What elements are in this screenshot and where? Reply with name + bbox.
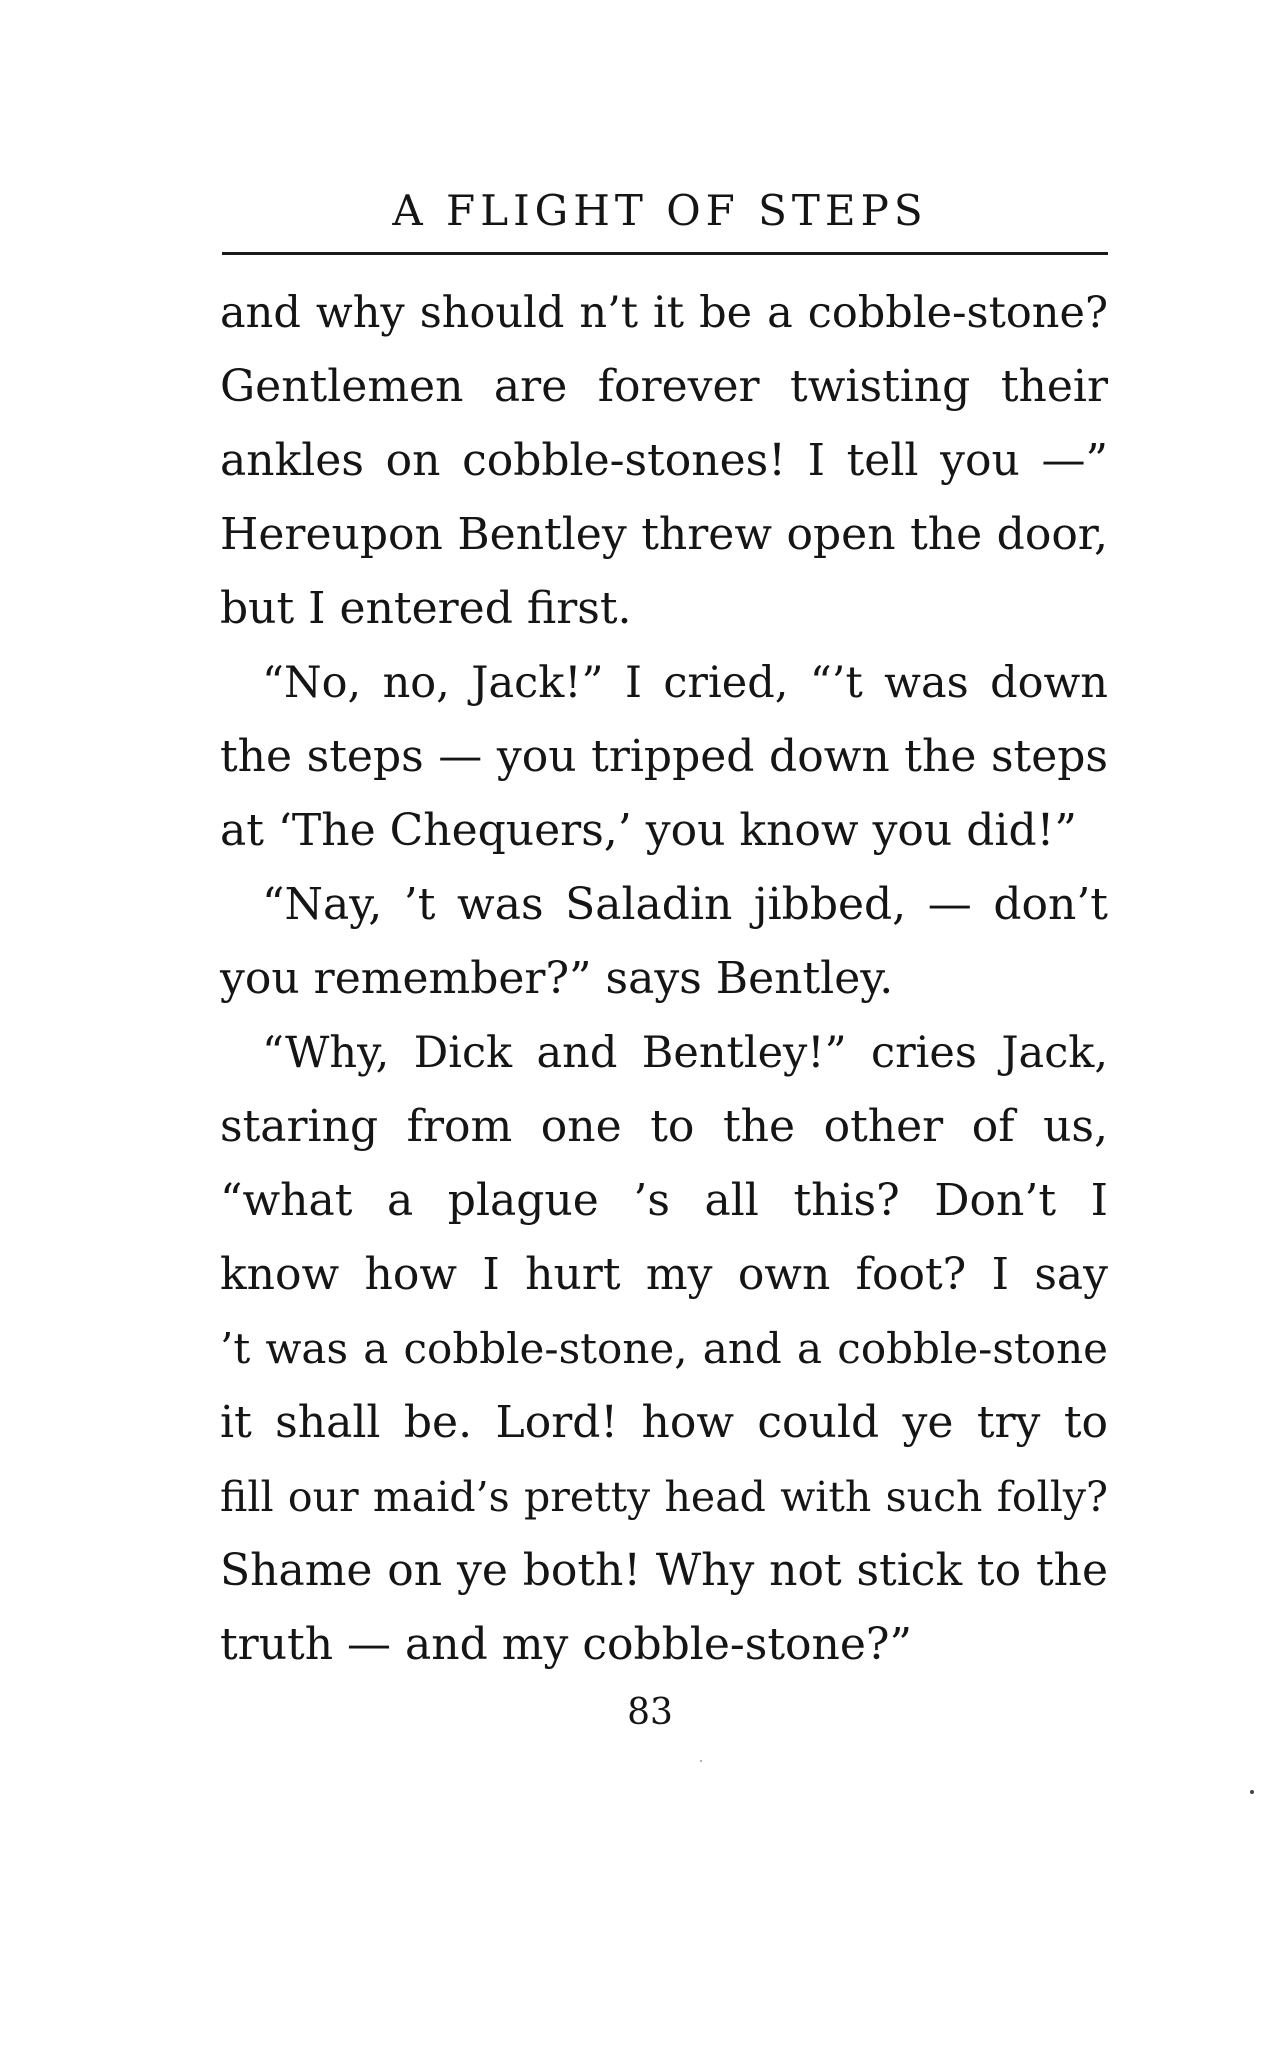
text-line: ’t was a cobble-stone, and a cobble-stone <box>220 1324 1108 1373</box>
paragraph-4 <box>220 1016 1108 1682</box>
paper-speck <box>700 1760 702 1762</box>
text-line: Hereupon Bentley threw open the door, <box>220 509 1108 560</box>
running-head: A FLIGHT OF STEPS <box>392 186 928 235</box>
text-line: know how I hurt my own foot? I say <box>220 1249 1108 1300</box>
paragraph-2 <box>220 646 1108 868</box>
page-number: 83 <box>627 1692 673 1733</box>
head-rule <box>222 252 1108 255</box>
text-line: Gentlemen are forever twisting their <box>220 361 1108 412</box>
text-line: fill our maid’s pretty head with such folly? <box>220 1473 1108 1521</box>
text-line: Shame on ye both! Why not stick to the <box>220 1545 1108 1596</box>
paragraph-1 <box>220 276 1108 646</box>
text-line: ankles on cobble-stones! I tell you —” <box>220 435 1108 486</box>
text-line: staring from one to the other of us, <box>220 1101 1108 1152</box>
text-line: at ‘The Chequers,’ you know you did!” <box>220 805 1077 856</box>
text-line: “No, no, Jack!” I cried, “’t was down <box>262 658 1108 708</box>
text-line: truth — and my cobble-stone?” <box>220 1619 912 1670</box>
text-line: the steps — you tripped down the steps <box>220 731 1108 782</box>
body-text <box>220 276 1108 1682</box>
text-line: you remember?” says Bentley. <box>220 953 894 1004</box>
paper-speck <box>1250 1790 1254 1794</box>
text-line: “Why, Dick and Bentley!” cries Jack, <box>262 1028 1108 1078</box>
text-line: “Nay, ’t was Saladin jibbed, — don’t <box>262 879 1108 930</box>
text-line: but I entered first. <box>220 583 632 634</box>
text-line: “what a plague ’s all this? Don’t I <box>220 1175 1108 1226</box>
paragraph-3 <box>220 868 1108 1016</box>
text-line: and why should n’t it be a cobble-stone? <box>220 288 1108 338</box>
text-line: it shall be. Lord! how could ye try to <box>220 1397 1108 1448</box>
